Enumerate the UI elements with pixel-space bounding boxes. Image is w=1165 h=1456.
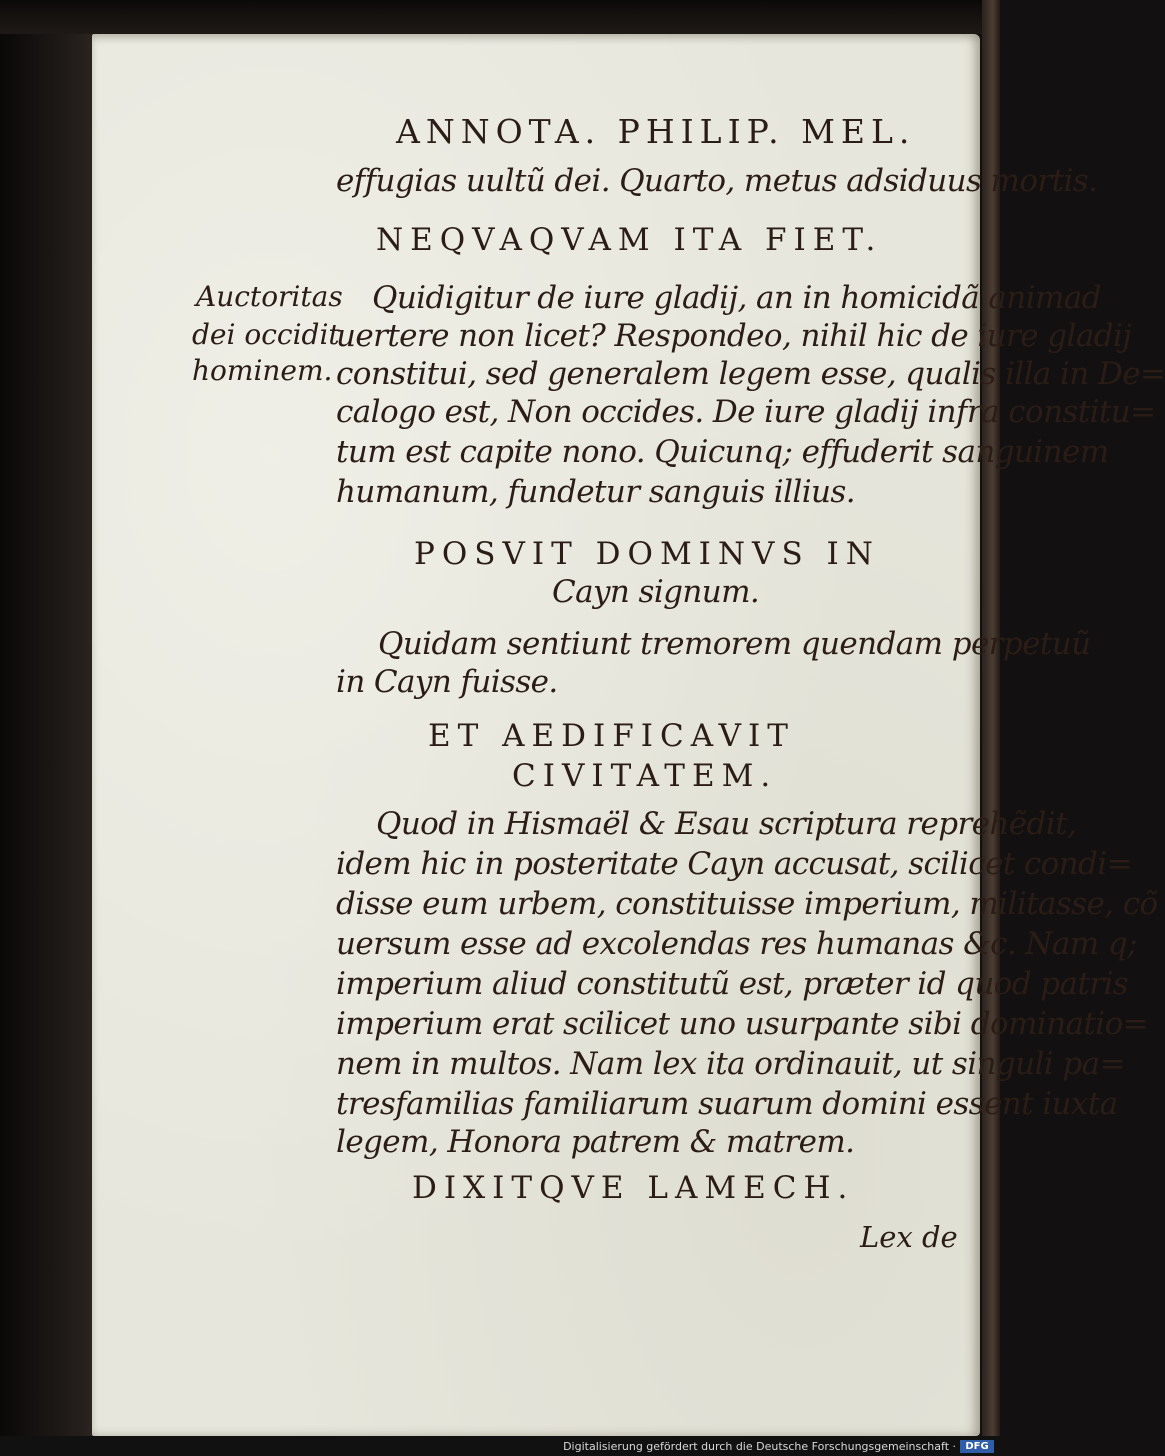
- text-line: uertere non licet? Respondeo, nihil hic de iure gladij: [336, 318, 1132, 354]
- running-head: ANNOTA. PHILIP. MEL.: [396, 112, 916, 151]
- text-line: tresfamilias familiarum suarum domini essent iuxta: [336, 1086, 1118, 1122]
- catchword: Lex de: [860, 1220, 958, 1254]
- section-heading: POSVIT DOMINVS IN: [414, 536, 880, 572]
- margin-note-line: Auctoritas: [196, 280, 343, 313]
- text-line: constitui, sed generalem legem esse, qualis illa in De=: [336, 356, 1165, 392]
- text-line: in Cayn fuisse.: [336, 664, 558, 700]
- text-line: calogo est, Non occides. De iure gladij infra constitu=: [336, 394, 1156, 430]
- text-line: nem in multos. Nam lex ita ordinauit, ut singuli pa=: [336, 1046, 1125, 1082]
- book-binding-edge: [0, 0, 92, 1456]
- funding-credit: Digitalisierung gefördert durch die Deutsche Forschungsgemeinschaft ·: [563, 1440, 956, 1453]
- section-heading-continued: CIVITATEM.: [512, 758, 778, 794]
- text-line: Quidigitur de iure gladij, an in homicidã animad: [372, 280, 1101, 316]
- text-line: tum est capite nono. Quicunq; effuderit sanguinem: [336, 434, 1109, 470]
- section-heading: NEQVAQVAM ITA FIET.: [376, 222, 883, 258]
- text-line: Quidam sentiunt tremorem quendam perpetuũ: [378, 626, 1091, 662]
- page-block-edge: [982, 0, 1000, 1440]
- dfg-logo-icon: DFG: [960, 1440, 994, 1453]
- text-line: legem, Honora patrem & matrem.: [336, 1124, 855, 1160]
- text-line: effugias uultũ dei. Quarto, metus adsiduus mortis.: [336, 163, 1098, 199]
- text-line: idem hic in posteritate Cayn accusat, scilicet condi=: [336, 846, 1132, 882]
- text-line: uersum esse ad excolendas res humanas &c. Nam q;: [336, 926, 1137, 962]
- footer-bar: [0, 1436, 1000, 1456]
- section-heading: ET AEDIFICAVIT: [428, 718, 795, 754]
- text-line: humanum, fundetur sanguis illius.: [336, 474, 855, 510]
- top-shadow-edge: [0, 0, 1000, 34]
- section-heading-continued: Cayn signum.: [552, 574, 760, 610]
- margin-note-line: hominem.: [192, 354, 333, 387]
- text-line: imperium aliud constitutũ est, præter id quod patris: [336, 966, 1129, 1002]
- text-line: Quod in Hismaël & Esau scriptura reprehẽdit,: [376, 806, 1077, 842]
- margin-note-line: dei occidit: [192, 318, 340, 351]
- text-line: imperium erat scilicet uno usurpante sibi dominatio=: [336, 1006, 1149, 1042]
- text-line: disse eum urbem, constituisse imperium, militasse, cõ: [336, 886, 1158, 922]
- section-heading: DIXITQVE LAMECH.: [412, 1170, 855, 1206]
